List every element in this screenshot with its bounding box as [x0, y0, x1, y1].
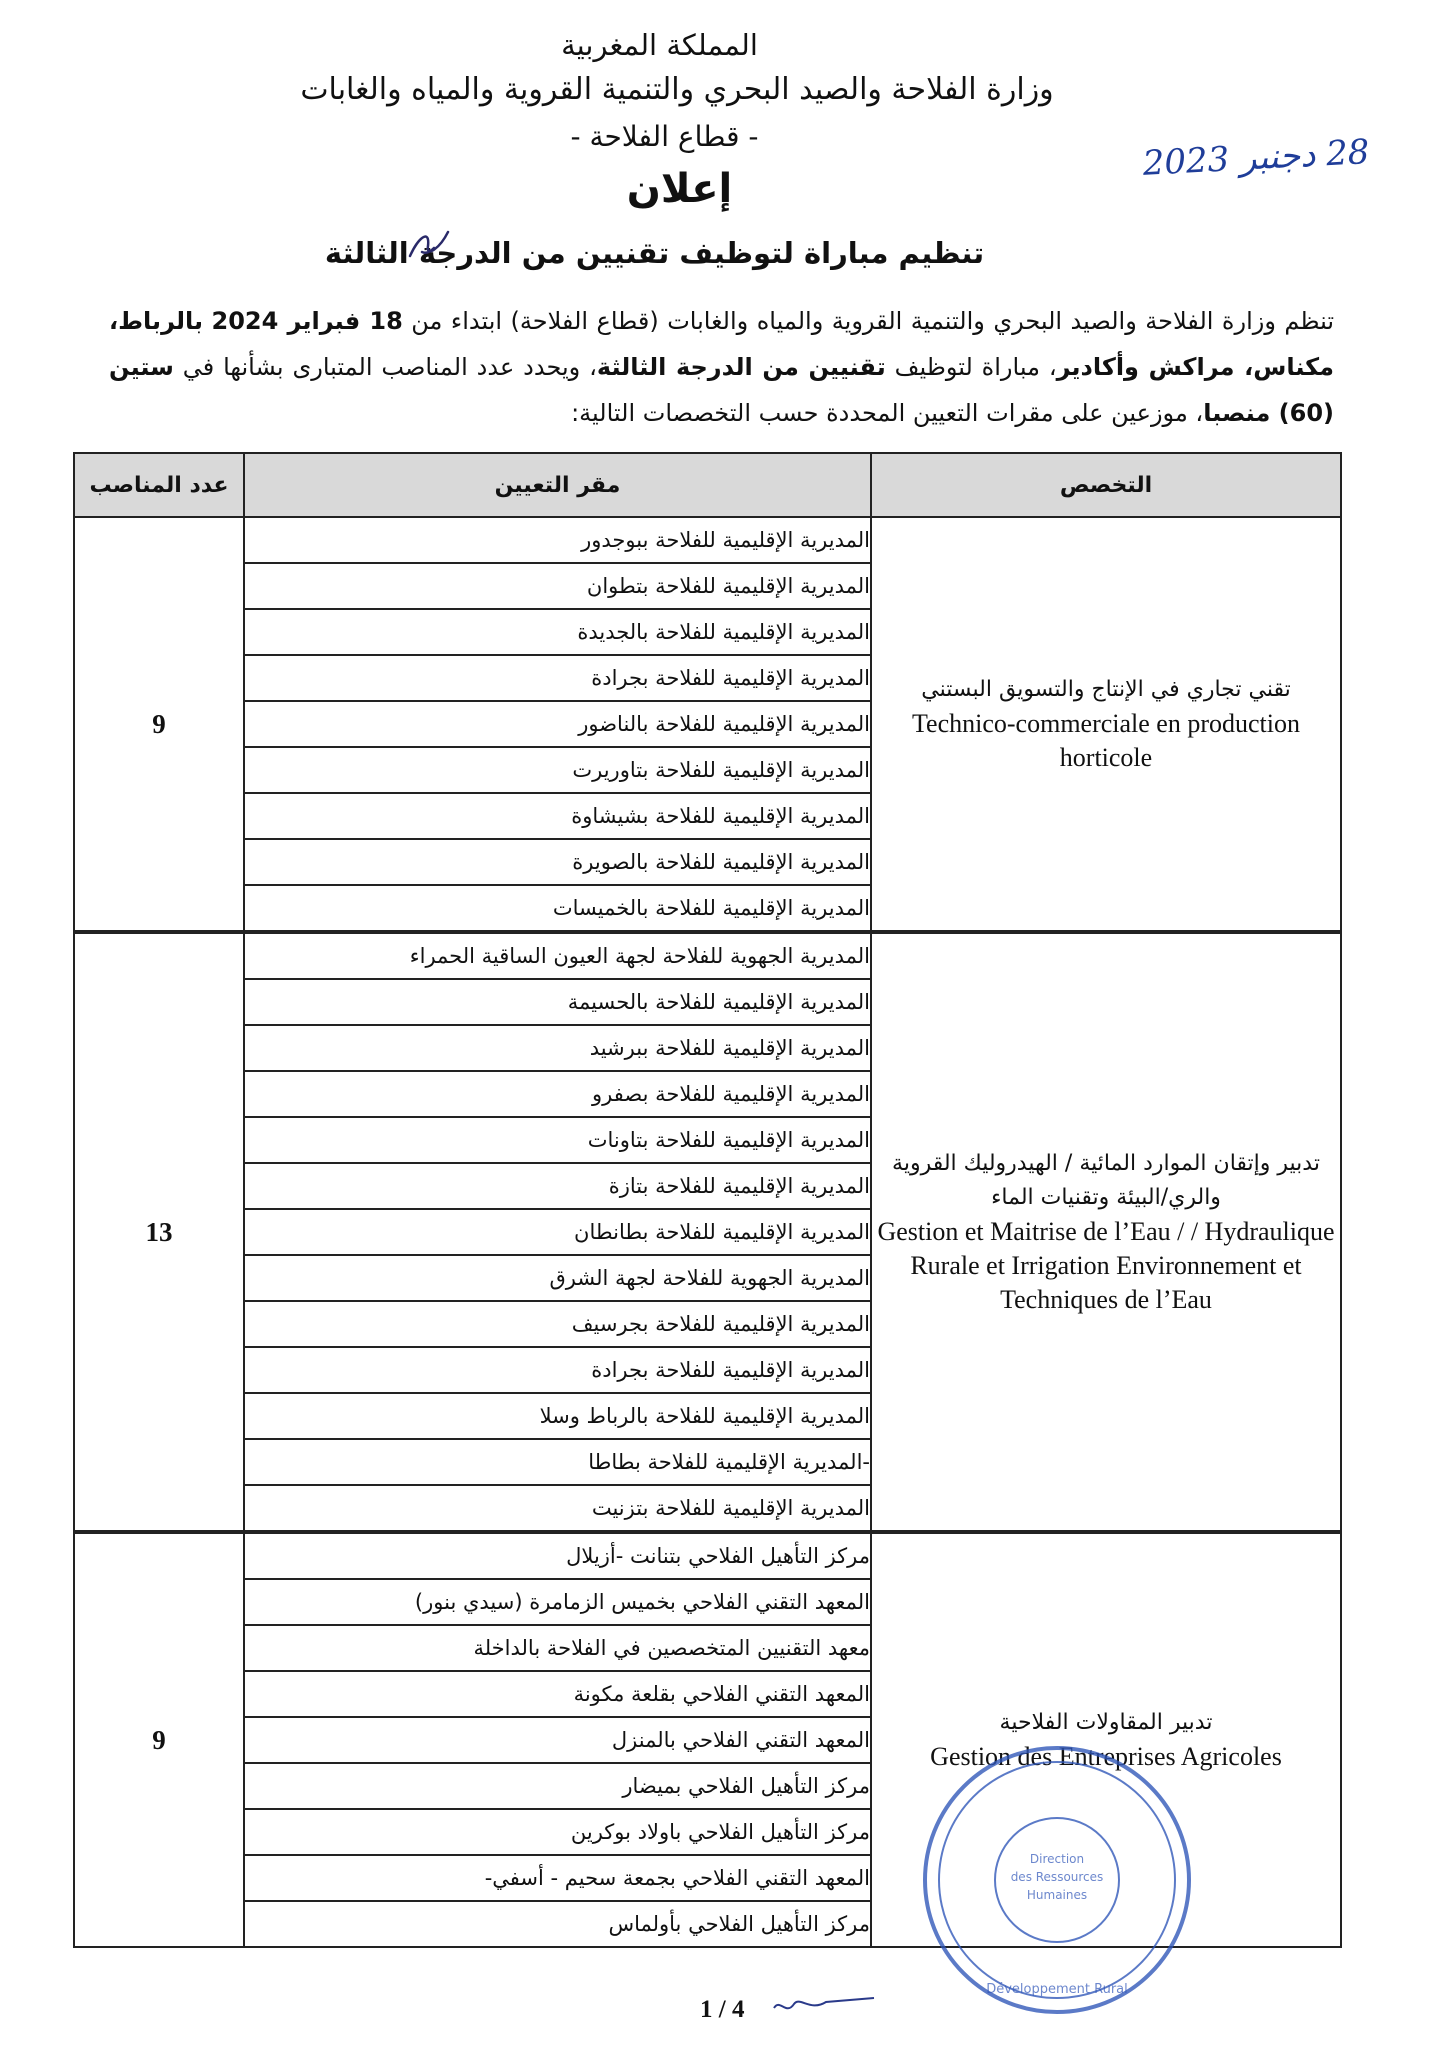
specialty-arabic: تدبير المقاولات الفلاحية — [999, 1710, 1213, 1735]
location-cell: المديرية الإقليمية للفلاحة بالخميسات — [244, 885, 871, 932]
location-cell: المديرية الإقليمية للفلاحة بالصويرة — [244, 839, 871, 885]
svg-text:Humaines: Humaines — [1026, 1888, 1088, 1902]
initials-mark-icon — [770, 1990, 880, 2020]
intro-grade: تقنيين من الدرجة الثالثة — [596, 353, 886, 381]
ministry-heading: وزارة الفلاحة والصيد البحري والتنمية القروية والمياه والغابات — [300, 72, 1054, 107]
location-cell: المعهد التقني الفلاحي بخميس الزمامرة (سيدي بنور) — [244, 1579, 871, 1625]
specialty-cell — [871, 517, 1341, 932]
location-cell: المديرية الإقليمية للفلاحة بالجديدة — [244, 609, 871, 655]
svg-text:Développement Rural: Développement Rural — [986, 1982, 1128, 1997]
specialty-french: Gestion et Maitrise de l’Eau / / Hydraulique Rurale et Irrigation Environnement et Techniques de l’Eau — [877, 1217, 1335, 1314]
location-cell: المديرية الإقليمية للفلاحة بتاوريرت — [244, 747, 871, 793]
location-cell: المديرية الإقليمية للفلاحة ببوجدور — [244, 517, 871, 563]
count-header: عدد المناصب — [74, 453, 244, 517]
initials-signature-icon — [400, 218, 460, 268]
table-row — [74, 1532, 1341, 1579]
post-count-cell: 13 — [74, 932, 244, 1532]
intro-text-2 — [203, 307, 212, 335]
announcement-heading: إعلان — [626, 166, 733, 212]
intro-text-3: ، مباراة لتوظيف — [885, 353, 1057, 381]
location-cell: المديرية الإقليمية للفلاحة بالحسيمة — [244, 979, 871, 1025]
table-row — [74, 517, 1341, 563]
location-cell: مركز التأهيل الفلاحي بأولماس — [244, 1901, 871, 1947]
intro-total-posts: ستين (60) منصبا — [109, 353, 1334, 427]
location-cell: المديرية الإقليمية للفلاحة بطانطان — [244, 1209, 871, 1255]
table-header-row — [74, 453, 1341, 517]
location-cell: المديرية الإقليمية للفلاحة بتطوان — [244, 563, 871, 609]
intro-paragraph — [109, 298, 1334, 436]
intro-start-date: 18 فبراير 2024 — [211, 307, 403, 335]
specialty-cell — [871, 932, 1341, 1532]
specialty-arabic: تدبير وإتقان الموارد المائية / الهيدروليك القروية والري/البيئة وتقنيات الماء — [892, 1151, 1320, 1210]
location-cell: -المديرية الإقليمية للفلاحة بطاطا — [244, 1439, 871, 1485]
specialty-french: Gestion des Entreprises Agricoles — [930, 1742, 1282, 1771]
location-cell: مركز التأهيل الفلاحي بميضار — [244, 1763, 871, 1809]
page-number: 1 / 4 — [700, 1996, 745, 2023]
specialty-french: Technico-commerciale en production horticole — [911, 709, 1300, 772]
location-cell: المديرية الإقليمية للفلاحة بشيشاوة — [244, 793, 871, 839]
table-row — [74, 932, 1341, 979]
location-header: مقر التعيين — [244, 453, 871, 517]
location-cell: المديرية الإقليمية للفلاحة بالرباط وسلا — [244, 1393, 871, 1439]
table-body — [74, 517, 1341, 1947]
svg-text:Direction: Direction — [1029, 1852, 1085, 1866]
document-title: تنظيم مباراة لتوظيف تقنيين من الدرجة الثالثة — [324, 236, 985, 270]
intro-text-1: تنظم وزارة الفلاحة والصيد البحري والتنمية القروية والمياه والغابات (قطاع الفلاحة) ابتداء من — [402, 307, 1335, 335]
location-cell: المديرية الإقليمية للفلاحة بتاونات — [244, 1117, 871, 1163]
location-cell: المعهد التقني الفلاحي بالمنزل — [244, 1717, 871, 1763]
location-cell: المديرية الجهوية للفلاحة لجهة العيون الساقية الحمراء — [244, 932, 871, 979]
sector-heading: - قطاع الفلاحة - — [570, 120, 759, 153]
location-cell: المديرية الإقليمية للفلاحة ببرشيد — [244, 1025, 871, 1071]
location-cell: المديرية الإقليمية للفلاحة بجرسيف — [244, 1301, 871, 1347]
specialty-header: التخصص — [871, 453, 1341, 517]
location-cell: مركز التأهيل الفلاحي بتنانت -أزيلال — [244, 1532, 871, 1579]
location-cell: معهد التقنيين المتخصصين في الفلاحة بالداخلة — [244, 1625, 871, 1671]
date-stamp: 28 دجنبر 2023 — [1141, 132, 1371, 184]
svg-text:des Ressources: des Ressources — [1010, 1870, 1104, 1884]
location-cell: المعهد التقني الفلاحي بقلعة مكونة — [244, 1671, 871, 1717]
positions-table — [73, 452, 1342, 1948]
kingdom-heading: المملكة المغربية — [561, 28, 758, 62]
intro-text-4: ، ويحدد عدد المناصب المتبارى بشأنها في — [173, 353, 597, 381]
location-cell: المديرية الجهوية للفلاحة لجهة الشرق — [244, 1255, 871, 1301]
location-cell: المديرية الإقليمية للفلاحة بتازة — [244, 1163, 871, 1209]
location-cell: المديرية الإقليمية للفلاحة بجرادة — [244, 1347, 871, 1393]
location-cell: مركز التأهيل الفلاحي باولاد بوكرين — [244, 1809, 871, 1855]
location-cell: المديرية الإقليمية للفلاحة بالناضور — [244, 701, 871, 747]
post-count-cell: 9 — [74, 1532, 244, 1947]
location-cell: المديرية الإقليمية للفلاحة بتزنيت — [244, 1485, 871, 1532]
intro-text-5: ، موزعين على مقرات التعيين المحددة حسب التخصصات التالية: — [571, 399, 1204, 427]
specialty-arabic: تقني تجاري في الإنتاج والتسويق البستني — [921, 677, 1291, 702]
post-count-cell: 9 — [74, 517, 244, 932]
ministry-stamp-seal — [912, 1735, 1202, 2025]
location-cell: المعهد التقني الفلاحي بجمعة سحيم - أسفي- — [244, 1855, 871, 1901]
location-cell: المديرية الإقليمية للفلاحة بصفرو — [244, 1071, 871, 1117]
intro-cities: بالرباط، مكناس، مراكش وأكادير — [109, 307, 1334, 381]
location-cell: المديرية الإقليمية للفلاحة بجرادة — [244, 655, 871, 701]
